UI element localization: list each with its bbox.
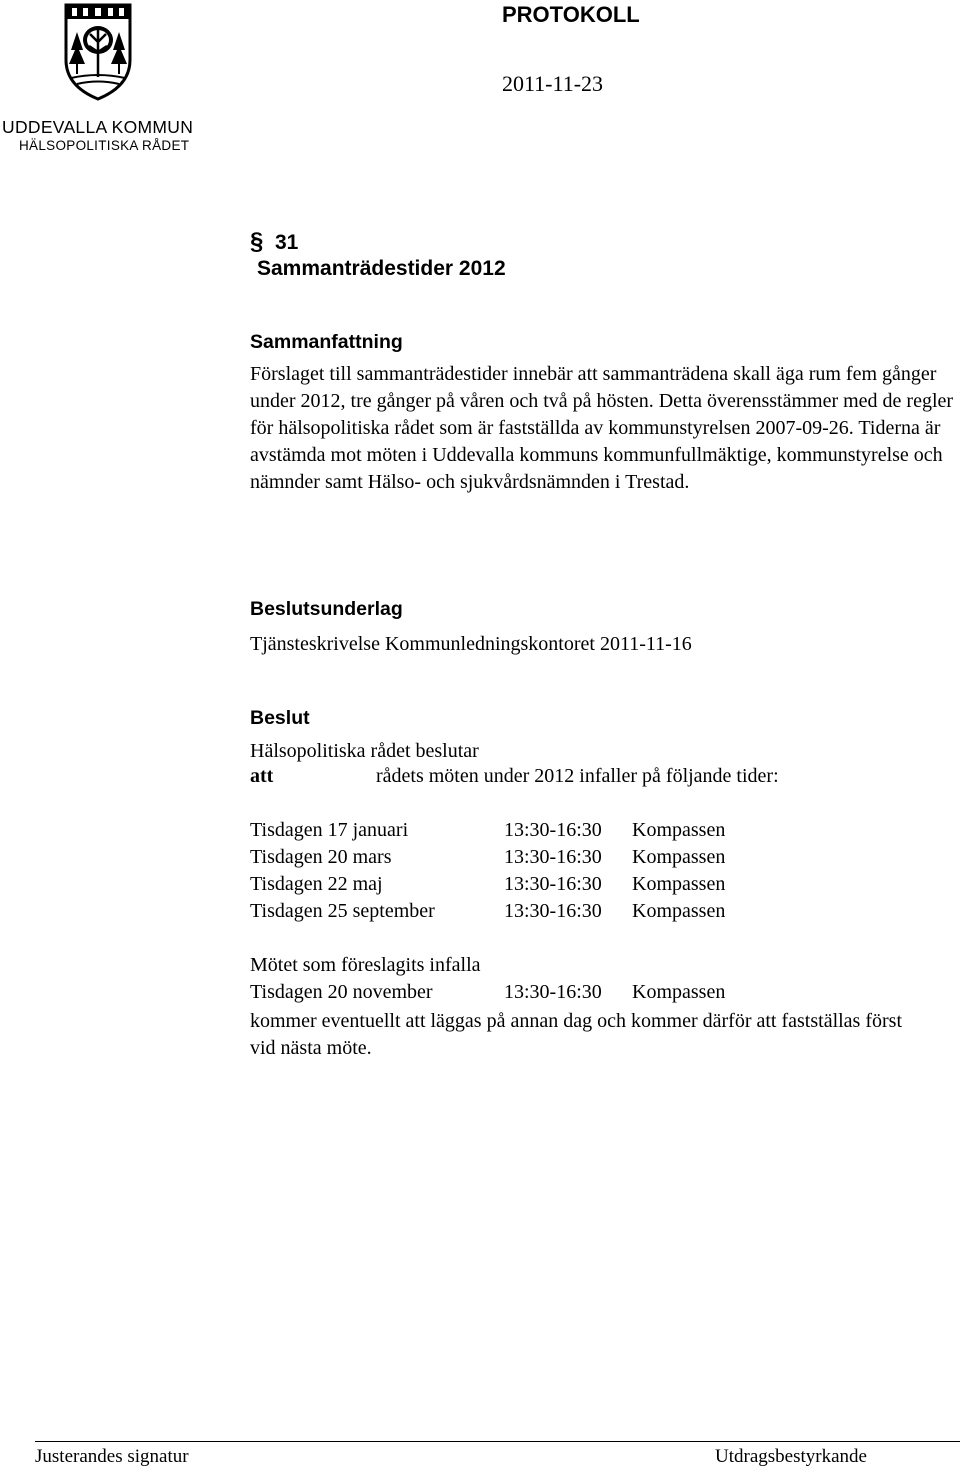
meeting-place: Kompassen <box>632 873 726 895</box>
summary-heading: Sammanfattning <box>250 331 403 353</box>
basis-heading: Beslutsunderlag <box>250 598 403 620</box>
summary-text: Förslaget till sammanträdestider innebär att sammanträdena skall äga rum fem gånger under 2012, tre gånger på våren och två på hösten. Detta överensstämmer med de regler för hälsopolitiska rådet som är fastställda av kommunstyrelsen 2007-09-26. Tiderna är avstämda mot möten i Uddevalla kommuns kommunfullmäktige, kommunstyrelse och nämnder samt Hälso- och sjukvårdsnämnden i Trestad. <box>250 363 954 493</box>
proposed-meeting-intro: Mötet som föreslagits infalla <box>250 954 481 976</box>
att-text: rådets möten under 2012 infaller på följande tider: <box>376 765 779 787</box>
footer-signature-label: Justerandes signatur <box>35 1446 189 1467</box>
section-number: 31 <box>275 231 299 254</box>
section-title: Sammanträdestider 2012 <box>257 257 506 280</box>
document-date: 2011-11-23 <box>502 71 604 96</box>
footer-divider <box>35 1441 960 1442</box>
organization-name: UDDEVALLA KOMMUN <box>2 117 194 137</box>
meeting-place: Kompassen <box>632 846 726 868</box>
proposed-meeting-place: Kompassen <box>632 981 726 1003</box>
meeting-day: Tisdagen 17 januari <box>250 819 409 841</box>
proposed-meeting-day: Tisdagen 20 november <box>250 981 433 1003</box>
meeting-day: Tisdagen 20 mars <box>250 846 392 868</box>
meeting-day: Tisdagen 25 september <box>250 900 435 922</box>
footer-certification-label: Utdragsbestyrkande <box>715 1446 867 1467</box>
meeting-place: Kompassen <box>632 819 726 841</box>
decision-intro: Hälsopolitiska rådet beslutar <box>250 740 479 762</box>
document-type: PROTOKOLL <box>502 2 640 27</box>
meeting-day: Tisdagen 22 maj <box>250 873 383 895</box>
meeting-time: 13:30-16:30 <box>504 873 602 895</box>
decision-heading: Beslut <box>250 707 310 729</box>
proposed-meeting-time: 13:30-16:30 <box>504 981 602 1003</box>
organization-unit: HÄLSOPOLITISKA RÅDET <box>19 138 190 153</box>
proposed-meeting-note: kommer eventuellt att läggas på annan dag och kommer därför att fastställas först vid nästa möte. <box>250 1010 903 1059</box>
paragraph-sign: § <box>250 228 264 255</box>
uddevalla-coat-of-arms-icon <box>63 2 133 102</box>
meeting-time: 13:30-16:30 <box>504 819 602 841</box>
meeting-time: 13:30-16:30 <box>504 900 602 922</box>
basis-text: Tjänsteskrivelse Kommunledningskontoret 2011-11-16 <box>250 633 692 655</box>
att-label: att <box>250 765 274 787</box>
meeting-time: 13:30-16:30 <box>504 846 602 868</box>
meeting-place: Kompassen <box>632 900 726 922</box>
